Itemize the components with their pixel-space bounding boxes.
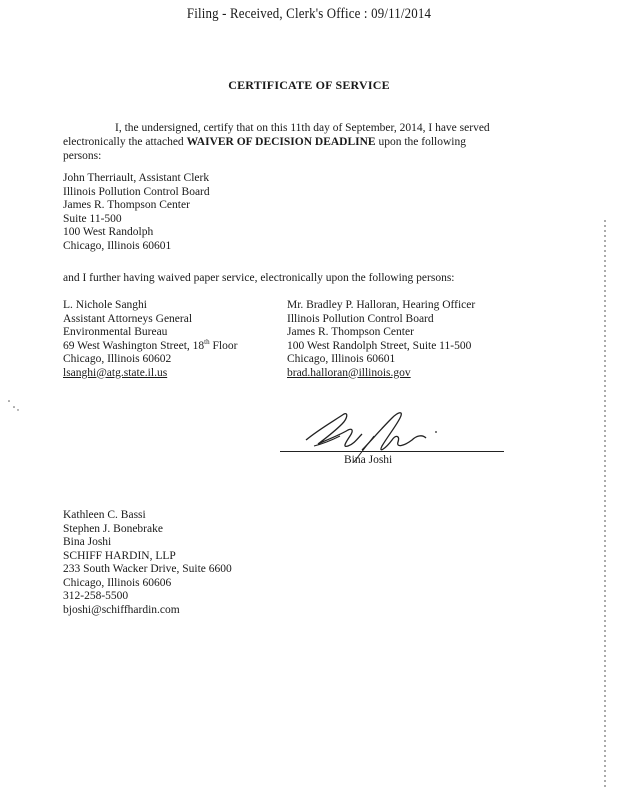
primary-recipient-line: Chicago, Illinois 60601 (63, 239, 172, 252)
recipient-left-title: Assistant Attorneys General (63, 312, 193, 325)
recipient-right-building: James R. Thompson Center (287, 326, 414, 338)
attorney-email[interactable]: bjoshi@schiffhardin.com (63, 603, 180, 616)
primary-recipient-line: John Therriault, Assistant Clerk (63, 172, 210, 184)
recipient-left-name: L. Nichole Sanghi (63, 299, 147, 311)
intro-text-after: upon the following persons: (63, 136, 467, 162)
street-prefix: 69 West Washington Street, 18 (63, 339, 205, 352)
recipient-right-street: 100 West Randolph Street, Suite 11-500 (287, 339, 472, 352)
primary-recipient-line: Illinois Pollution Control Board (63, 185, 210, 198)
waived-service-text: and I further having waived paper service, electronically upon the following persons: (63, 272, 455, 284)
signer-printed-name: Bina Joshi (344, 454, 393, 466)
intro-paragraph (63, 121, 495, 163)
attorney-line: Chicago, Illinois 60606 (63, 576, 172, 589)
document-name: WAIVER OF DECISION DEADLINE (186, 136, 376, 148)
recipient-left-street (63, 337, 238, 354)
page-title: CERTIFICATE OF SERVICE (228, 78, 390, 92)
filing-stamp: Filing - Received, Clerk's Office : 09/11/2014 (186, 6, 432, 22)
recipient-right-block (287, 299, 475, 380)
recipient-left-email-link[interactable]: lsanghi@atg.state.il.us (63, 366, 168, 379)
recipient-right-org: Illinois Pollution Control Board (287, 312, 434, 325)
scan-speck-artifact (6, 398, 20, 412)
recipient-right-city: Chicago, Illinois 60601 (287, 353, 396, 365)
recipient-right-email-link[interactable]: brad.halloran@illinois.gov (287, 366, 411, 379)
recipient-left-city: Chicago, Illinois 60602 (63, 353, 172, 365)
attorney-block (63, 509, 232, 617)
street-ordinal: th (204, 337, 210, 346)
recipient-left-block (63, 299, 237, 380)
recipient-left-bureau: Environmental Bureau (63, 326, 168, 338)
attorney-phone: 312-258-5500 (63, 590, 129, 602)
attorney-line: 233 South Wacker Drive, Suite 6600 (63, 563, 232, 575)
primary-recipient-line: James R. Thompson Center (63, 199, 190, 211)
attorney-line: Bina Joshi (63, 536, 112, 548)
street-suffix: Floor (209, 339, 238, 352)
primary-recipient-line: 100 West Randolph (63, 226, 154, 238)
scan-margin-artifact (604, 220, 606, 790)
intro-text-before: I, the undersigned, certify that on this 11th day of September, 2014, I have served electronically the attached (63, 122, 490, 148)
primary-recipient-block (63, 172, 210, 253)
attorney-line: Stephen J. Bonebrake (63, 522, 163, 535)
attorney-line: Kathleen C. Bassi (63, 509, 146, 521)
firm-name: SCHIFF HARDIN, LLP (63, 549, 176, 562)
recipient-right-name: Mr. Bradley P. Halloran, Hearing Officer (287, 299, 476, 311)
primary-recipient-line: Suite 11-500 (63, 212, 122, 225)
signature-line (280, 451, 504, 452)
